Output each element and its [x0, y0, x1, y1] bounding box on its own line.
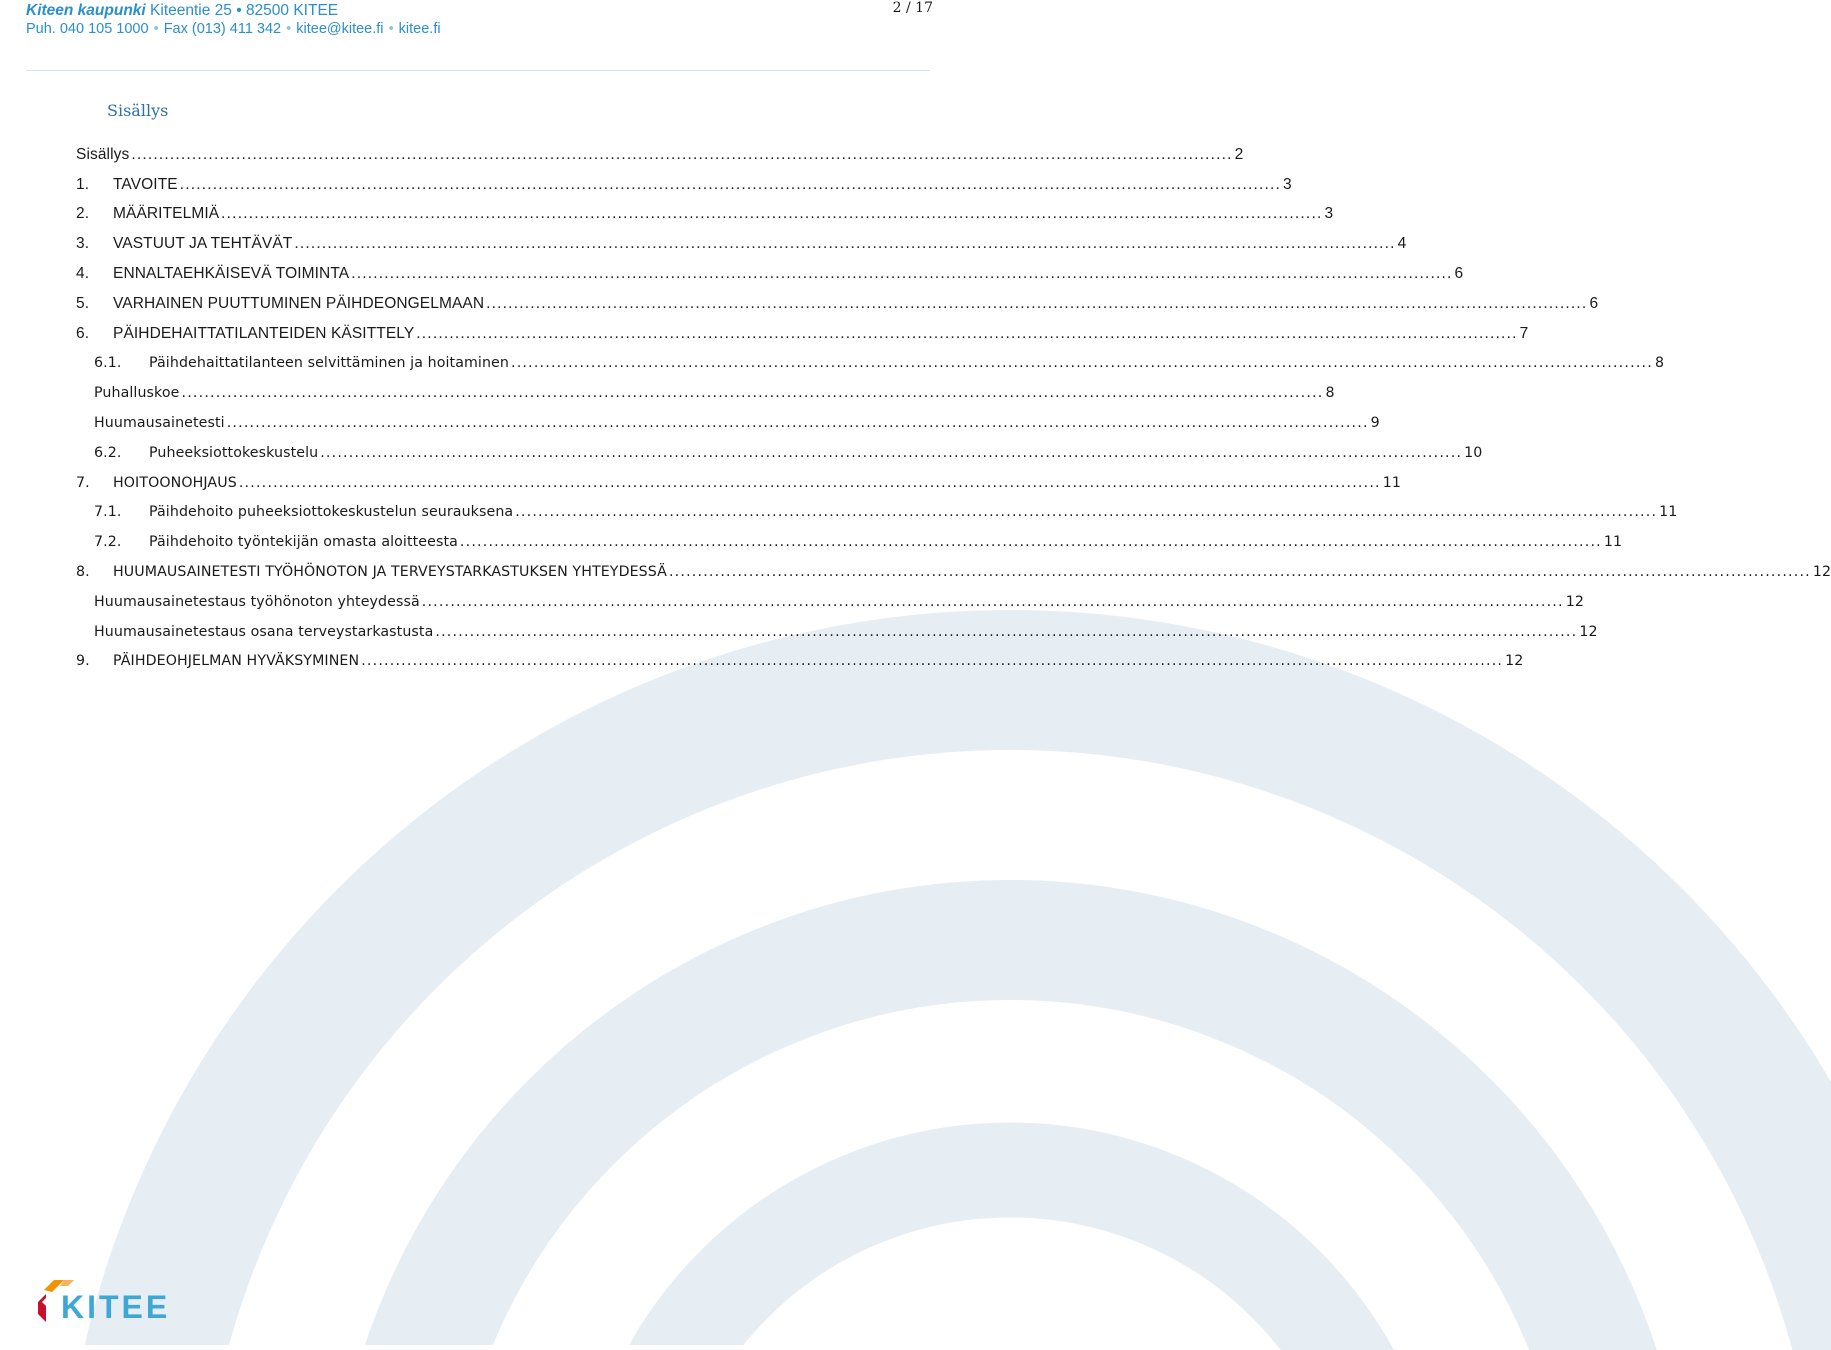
- toc-entry-page: 11: [1603, 534, 1623, 551]
- toc-entry-page: 7: [1519, 324, 1529, 342]
- toc-dot-leader: ........................................................................................................................................................................................................: [510, 355, 1653, 372]
- table-of-contents: [76, 140, 1831, 676]
- toc-entry[interactable]: [76, 378, 1335, 408]
- toc-entry-page: 9: [1370, 415, 1380, 432]
- separator-dot: •: [153, 21, 159, 37]
- city-address: Kiteentie 25 • 82500 KITEE: [150, 2, 339, 19]
- toc-entry-number: 8.: [76, 564, 90, 581]
- page-number: 2 / 17: [892, 0, 933, 16]
- toc-dot-leader: ........................................................................................................................................................................................................: [320, 444, 1463, 461]
- toc-entry-title: PÄIHDEOHJELMAN HYVÄKSYMINEN: [113, 653, 360, 670]
- toc-entry-page: 12: [1579, 623, 1598, 640]
- toc-entry-page: 6: [1454, 265, 1464, 283]
- toc-entry-title: Päihdehoito puheeksiottokeskustelun seurauksena: [149, 504, 514, 521]
- toc-entry[interactable]: [76, 259, 1464, 289]
- toc-entry-title: HOITOONOHJAUS: [113, 474, 237, 491]
- toc-entry-number: 4.: [76, 265, 90, 283]
- toc-dot-leader: ........................................................................................................................................................................................................: [179, 175, 1281, 193]
- toc-entry-title: Huumausainetestaus työhönoton yhteydessä: [94, 593, 420, 610]
- phone-number: Puh. 040 105 1000: [26, 21, 149, 37]
- toc-entry-page: 3: [1324, 205, 1334, 223]
- toc-entry[interactable]: [76, 408, 1380, 438]
- fax-number: Fax (013) 411 342: [163, 21, 282, 37]
- toc-entry-title: PÄIHDEHAITTATILANTEIDEN KÄSITTELY: [113, 324, 415, 342]
- toc-dot-leader: ........................................................................................................................................................................................................: [416, 324, 1518, 342]
- email-address: kitee@kitee.fi: [296, 21, 384, 37]
- toc-entry[interactable]: [76, 229, 1407, 259]
- toc-dot-leader: ........................................................................................................................................................................................................: [515, 504, 1658, 521]
- toc-dot-leader: ........................................................................................................................................................................................................: [181, 385, 1324, 402]
- toc-entry[interactable]: [76, 527, 1623, 557]
- toc-entry[interactable]: [76, 349, 1665, 379]
- toc-entry[interactable]: [76, 587, 1584, 617]
- toc-entry-title: MÄÄRITELMIÄ: [113, 205, 220, 223]
- toc-dot-leader: ........................................................................................................................................................................................................: [668, 564, 1811, 581]
- toc-entry[interactable]: [76, 498, 1678, 528]
- toc-entry-page: 3: [1283, 175, 1292, 193]
- toc-dot-leader: ........................................................................................................................................................................................................: [238, 474, 1381, 491]
- separator-dot: •: [388, 21, 394, 37]
- toc-entry-page: 10: [1464, 444, 1483, 461]
- toc-entry-number: 5.: [76, 294, 90, 312]
- toc-entry-title: VASTUUT JA TEHTÄVÄT: [113, 235, 293, 253]
- toc-entry-number: 6.: [76, 324, 90, 342]
- toc-entry[interactable]: [76, 438, 1483, 468]
- toc-entry-number: 7.1.: [94, 504, 122, 521]
- logo-wordmark: KITEE: [61, 1289, 171, 1325]
- toc-entry-title: Huumausainetesti: [94, 415, 225, 432]
- toc-entry-number: 2.: [76, 205, 90, 223]
- toc-dot-leader: ........................................................................................................................................................................................................: [351, 265, 1453, 283]
- toc-dot-leader: ........................................................................................................................................................................................................: [131, 145, 1233, 163]
- toc-entry-number: 7.: [76, 474, 90, 491]
- toc-heading: Sisällys: [107, 101, 169, 120]
- toc-entry-title: VARHAINEN PUUTTUMINEN PÄIHDEONGELMAAN: [113, 294, 485, 312]
- toc-entry-title: Puhalluskoe: [94, 385, 180, 402]
- toc-dot-leader: ........................................................................................................................................................................................................: [221, 205, 1323, 223]
- kitee-logo: [24, 1272, 184, 1330]
- toc-dot-leader: ........................................................................................................................................................................................................: [421, 593, 1564, 610]
- toc-entry-number: 6.1.: [94, 355, 122, 372]
- toc-entry-page: 12: [1505, 653, 1524, 670]
- toc-entry-number: 1.: [76, 175, 90, 193]
- toc-entry-title: TAVOITE: [113, 175, 178, 193]
- toc-entry[interactable]: [76, 557, 1831, 587]
- header-divider: [26, 70, 930, 71]
- separator-dot: •: [286, 21, 292, 37]
- toc-entry-page: 11: [1659, 504, 1678, 521]
- city-name: Kiteen kaupunki: [26, 2, 146, 19]
- toc-entry-page: 4: [1397, 235, 1407, 253]
- toc-entry-number: 3.: [76, 235, 90, 253]
- toc-entry[interactable]: [76, 200, 1334, 230]
- toc-entry-page: 2: [1234, 145, 1244, 163]
- toc-entry-title: ENNALTAEHKÄISEVÄ TOIMINTA: [113, 265, 350, 283]
- toc-dot-leader: ........................................................................................................................................................................................................: [361, 653, 1504, 670]
- toc-dot-leader: ........................................................................................................................................................................................................: [486, 294, 1588, 312]
- toc-entry-number: 6.2.: [94, 444, 122, 461]
- toc-entry-title: Päihdehoito työntekijän omasta aloitteesta: [149, 534, 458, 551]
- toc-dot-leader: ........................................................................................................................................................................................................: [294, 235, 1396, 253]
- toc-entry[interactable]: [76, 647, 1524, 677]
- toc-entry[interactable]: [76, 289, 1599, 319]
- toc-entry-page: 11: [1382, 474, 1402, 491]
- toc-entry-page: 12: [1565, 593, 1584, 610]
- toc-entry-page: 8: [1654, 355, 1665, 372]
- toc-entry-page: 8: [1325, 385, 1335, 402]
- toc-entry-title: Sisällys: [76, 145, 130, 163]
- toc-entry-title: Päihdehaittatilanteen selvittäminen ja hoitaminen: [149, 355, 509, 372]
- letterhead: [26, 3, 441, 37]
- toc-entry[interactable]: [76, 468, 1402, 498]
- toc-entry-title: Huumausainetestaus osana terveystarkastusta: [94, 623, 434, 640]
- toc-dot-leader: ........................................................................................................................................................................................................: [435, 623, 1578, 640]
- toc-entry-number: 7.2.: [94, 534, 122, 551]
- toc-dot-leader: ........................................................................................................................................................................................................: [226, 415, 1369, 432]
- toc-entry-number: 9.: [76, 653, 90, 670]
- toc-entry[interactable]: [76, 617, 1598, 647]
- toc-entry-page: 6: [1589, 294, 1599, 312]
- letterhead-line-2: [26, 22, 441, 37]
- toc-entry-page: 12: [1812, 564, 1831, 581]
- toc-entry[interactable]: [76, 170, 1292, 200]
- letterhead-line-1: [26, 3, 441, 22]
- toc-entry[interactable]: [76, 319, 1529, 349]
- toc-entry[interactable]: [76, 140, 1244, 170]
- toc-dot-leader: ........................................................................................................................................................................................................: [459, 534, 1602, 551]
- toc-entry-title: Puheeksiottokeskustelu: [149, 444, 319, 461]
- website-address: kitee.fi: [398, 21, 441, 37]
- toc-entry-title: HUUMAUSAINETESTI TYÖHÖNOTON JA TERVEYSTARKASTUKSEN YHTEYDESSÄ: [113, 564, 667, 581]
